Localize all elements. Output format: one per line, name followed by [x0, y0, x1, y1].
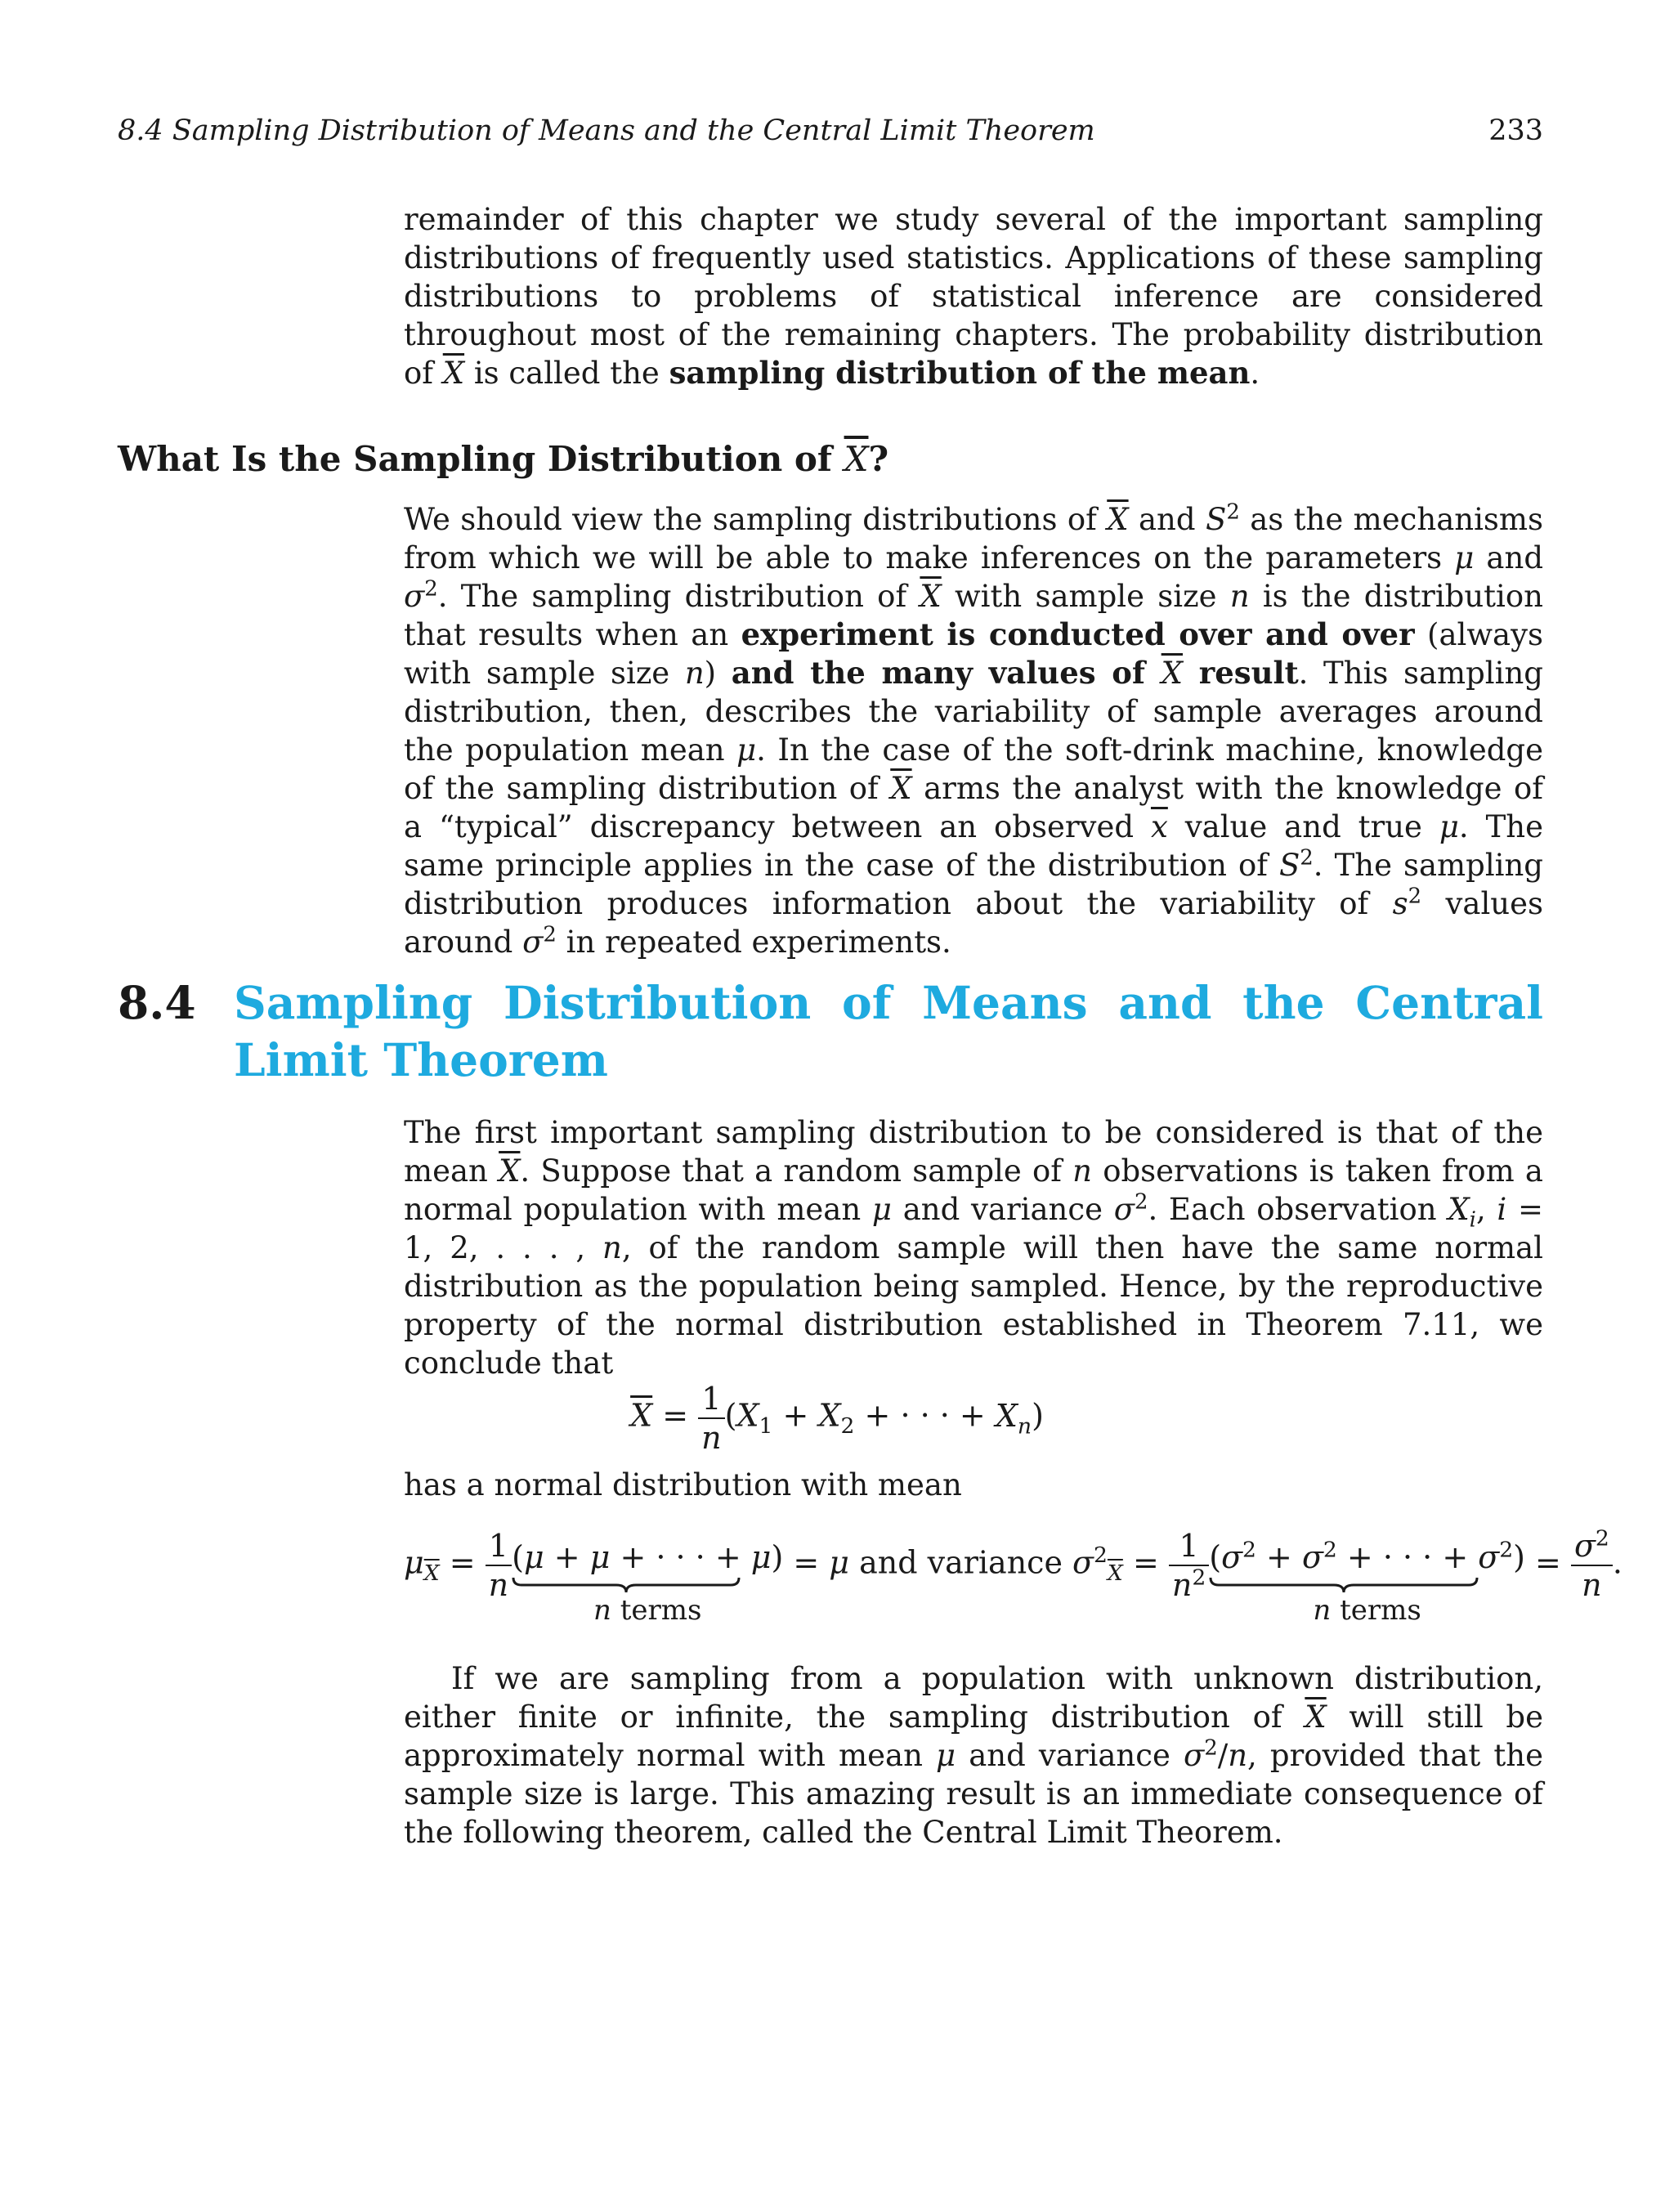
intro-paragraph: remainder of this chapter we study several of the important sampling distributions of frequently used statistics. Applications of these sampling distributions to problems of statistical inference are considered throughout most of the remaining chapters. The probability distribution of $\overline{X}$ is called the sampling distribution of the mean.	[404, 202, 1543, 391]
section-title: Sampling Distribution of Means and the Central Limit Theorem	[234, 976, 1543, 1086]
underbrace-mean	[512, 1576, 741, 1594]
section-number: 8.4	[118, 976, 196, 1029]
section-heading	[118, 974, 1543, 1089]
paragraph-what-is: We should view the sampling distributions of $\overline{X}$ and $S^2$ as the mechanisms from which we will be able to make inferences on the parameters μ and $\sigma^2$. The sampling distribution of $\overline{X}$ with sample size n is the distribution that results when an experiment is conducted over and over (always with sample size n) and the many values of $\overline{X}$ result. This sampling distribution, then, describes the variability of sample averages around the population mean μ. In the case of the soft-drink machine, knowledge of the sampling distribution of $\overline{X}$ arms the analyst with the knowledge of a “typical” discrepancy between an observed $\overline{x}$ value and true μ. The same principle applies in the case of the distribution of $S^2$. The sampling distribution produces information about the variability of $s^2$ values around $\sigma^2$ in repeated experiments.	[404, 499, 1544, 960]
paragraph-first-sampling: The first important sampling distribution to be considered is that of the mean $\overline{X}$. Suppose that a random sample of n observations is taken from a normal population with mean μ and variance $\sigma^2$. Each observation $X_i$, i = 1, 2, . . . , n, of the random sample will then have the same normal distribution as the population being sampled. Hence, by the reproductive property of the normal distribution established in Theorem 7.11, we conclude that	[404, 1115, 1544, 1381]
page-number: 233	[1488, 114, 1543, 147]
subheading-what-is: What Is the Sampling Distribution of $\overline{X}$?	[118, 439, 889, 479]
underbrace-variance	[1209, 1576, 1479, 1594]
equation-sample-mean: $\overline{X}$ = $\frac{1}{n}$ ($X_1 + X_2$ + · · · + $X_n$)	[630, 1381, 1044, 1456]
running-head	[118, 113, 1543, 149]
paragraph-clt-intro: If we are sampling from a population with unknown distribution, either finite or infinite, the sampling distribution of $\overline{X}$ will still be approximately normal with mean μ and variance $\sigma^2/n$, provided that the sample size is large. This amazing result is an immediate consequence of the following theorem, called the Central Limit Theorem.	[404, 1661, 1544, 1850]
paragraph-has-normal: has a normal distribution with mean	[404, 1467, 962, 1502]
equation-mean-variance: $\mu_{\overline{X}}$ = $\frac{1}{n}$ (μ + μ + · · · + μ) n terms = μ and variance $\sigma^2_{\overline{X}}$ = $\frac{1}{n^2}$ ($\sigma^2 + \sigma^2$ + · · · + $\sigma^2$) n terms = $\frac{\sigma^2}{n}$ .	[404, 1525, 1623, 1627]
xbar-symbol: $\overline{X}$	[442, 356, 465, 391]
running-head-title: 8.4 Sampling Distribution of Means and the Central Limit Theorem	[118, 114, 1095, 147]
term-sampling-distribution-of-mean: sampling distribution of the mean	[669, 355, 1251, 391]
